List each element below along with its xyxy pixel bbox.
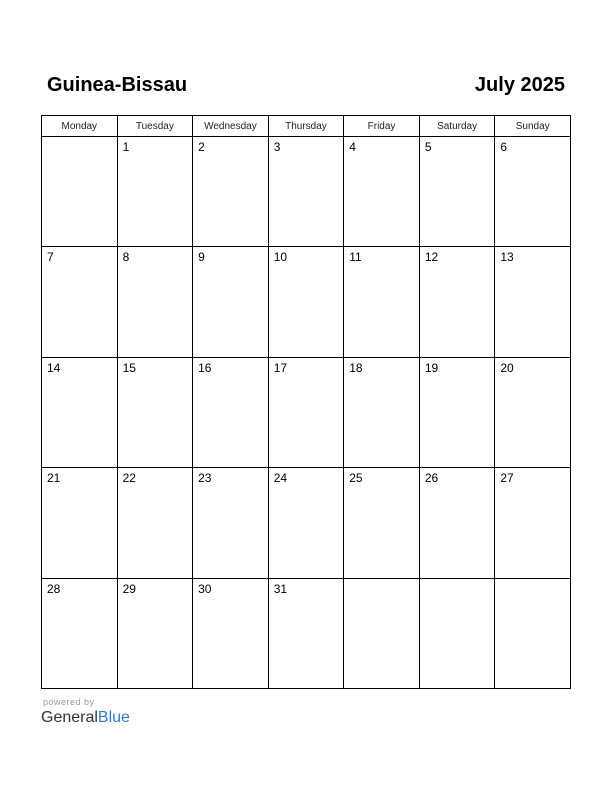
day-number: 8 <box>122 250 130 265</box>
day-number: 19 <box>424 360 439 375</box>
day-number: 11 <box>349 250 362 265</box>
weekday-header: Friday <box>344 116 420 137</box>
day-cell <box>419 468 495 578</box>
day-number: 25 <box>349 471 363 486</box>
day-number <box>420 579 495 582</box>
calendar-grid <box>41 115 571 689</box>
day-number <box>42 137 117 140</box>
day-cell <box>193 357 269 467</box>
day-cell <box>344 137 420 247</box>
day-number: 17 <box>273 360 288 375</box>
week-row <box>42 468 571 578</box>
day-cell <box>344 357 420 467</box>
day-number: 14 <box>47 360 61 375</box>
day-number: 29 <box>122 581 136 596</box>
day-cell <box>117 468 193 578</box>
day-number: 5 <box>424 140 432 154</box>
week-row <box>42 578 571 688</box>
day-number: 2 <box>198 140 205 154</box>
day-cell <box>42 578 118 688</box>
day-cell <box>193 468 269 578</box>
weekday-header: Tuesday <box>117 116 193 137</box>
day-cell <box>42 357 118 467</box>
day-cell <box>117 578 193 688</box>
day-number: 4 <box>349 140 356 154</box>
weekday-header: Monday <box>42 116 118 137</box>
day-cell <box>268 578 344 688</box>
day-number <box>344 579 419 582</box>
powered-by-label: powered by <box>43 697 95 707</box>
day-number: 18 <box>349 360 363 375</box>
day-number: 23 <box>198 471 212 486</box>
weekday-header: Wednesday <box>193 116 269 137</box>
week-row <box>42 247 571 357</box>
day-number: 30 <box>198 581 212 596</box>
day-cell <box>419 357 495 467</box>
brand-logo[interactable] <box>41 708 130 728</box>
brand-name-blue: Blue <box>97 709 130 726</box>
day-number: 13 <box>500 250 514 265</box>
day-cell <box>268 468 344 578</box>
day-number: 16 <box>198 360 212 375</box>
day-number: 15 <box>122 360 136 375</box>
day-number: 24 <box>273 471 288 486</box>
day-cell <box>268 247 344 357</box>
day-cell <box>344 247 420 357</box>
brand-name-general: General <box>41 709 98 726</box>
day-number: 27 <box>500 471 514 486</box>
day-number <box>495 579 570 582</box>
day-number: 28 <box>47 581 61 596</box>
day-number: 1 <box>122 140 130 154</box>
day-number: 9 <box>198 250 205 265</box>
footer-branding <box>41 697 130 728</box>
day-cell <box>419 247 495 357</box>
day-cell <box>419 137 495 247</box>
month-title: July 2025 <box>474 74 565 96</box>
day-cell <box>117 137 193 247</box>
day-cell <box>193 137 269 247</box>
day-cell <box>117 357 193 467</box>
day-cell <box>193 578 269 688</box>
day-cell <box>495 247 571 357</box>
day-number: 6 <box>500 140 508 154</box>
weekday-header: Thursday <box>268 116 344 137</box>
day-cell <box>419 578 495 688</box>
day-cell <box>495 137 571 247</box>
day-cell <box>42 468 118 578</box>
weekday-header: Sunday <box>495 116 571 137</box>
day-number: 21 <box>47 471 61 486</box>
day-cell <box>495 468 571 578</box>
day-cell <box>344 578 420 688</box>
day-cell <box>42 137 118 247</box>
day-cell <box>42 247 118 357</box>
day-cell <box>193 247 269 357</box>
weekday-header: Saturday <box>419 116 495 137</box>
day-number: 7 <box>47 250 54 265</box>
day-number: 20 <box>500 360 514 375</box>
week-row <box>42 357 571 467</box>
week-row <box>42 137 571 247</box>
day-number: 26 <box>424 471 439 486</box>
day-cell <box>268 137 344 247</box>
weekday-header-row <box>42 116 571 137</box>
day-number: 3 <box>273 140 281 154</box>
day-cell <box>344 468 420 578</box>
country-title: Guinea-Bissau <box>47 74 188 96</box>
day-number: 22 <box>122 471 136 486</box>
day-cell <box>268 357 344 467</box>
day-cell <box>495 357 571 467</box>
calendar-header <box>41 72 571 98</box>
day-number: 31 <box>273 581 288 596</box>
day-number: 10 <box>273 250 288 265</box>
day-cell <box>495 578 571 688</box>
day-number: 12 <box>424 250 439 265</box>
day-cell <box>117 247 193 357</box>
